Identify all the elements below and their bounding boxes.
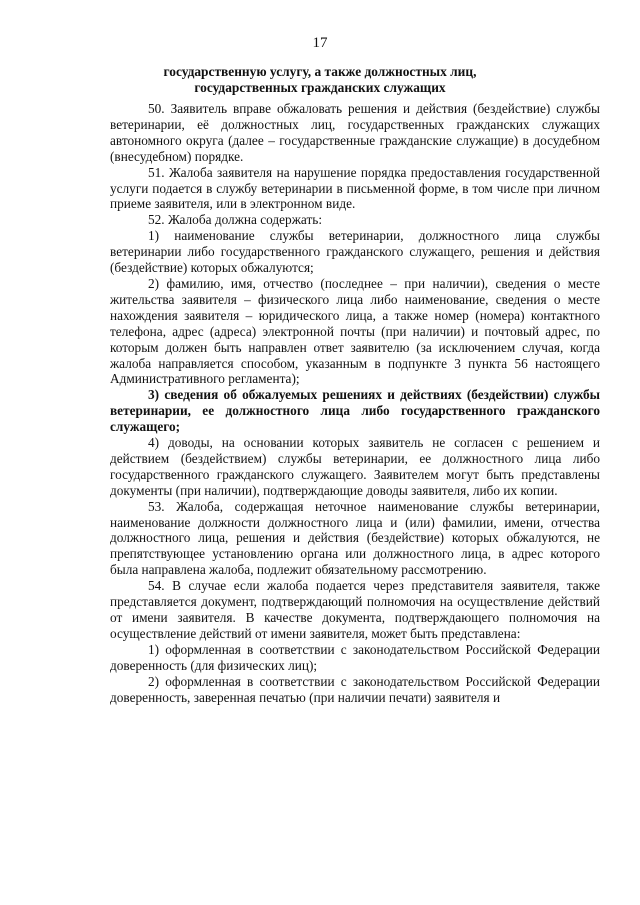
paragraph-50: 50. Заявитель вправе обжаловать решения и действия (бездействие) службы ветеринарии, её должностных лиц, государственных гражданских служащих автономного округа (далее – государственные гражданские служащие) в досудебном (внесудебном) порядке. (110, 101, 600, 164)
section-heading-line-2: государственных гражданских служащих (194, 80, 446, 95)
paragraph-52-item-1: 1) наименование службы ветеринарии, должностного лица службы ветеринарии либо государственного гражданского служащего, решения и действия (бездействие) которых обжалуются; (110, 228, 600, 276)
paragraph-52: 52. Жалоба должна содержать: (148, 212, 323, 228)
paragraph-53: 53. Жалоба, содержащая неточное наименование службы ветеринарии, наименование должности должностного лица и (или) фамилии, имени, отчества должностного лица, решения и действия (бездействие) которых обжалуются, не препятствующее установлению органа или должностного лица, в адрес которого была направлена жалоба, подлежит обязательному рассмотрению. (110, 498, 600, 578)
page-number: 17 (312, 35, 328, 51)
paragraph-54-item-2: 2) оформленная в соответствии с законодательством Российской Федерации доверенность, заверенная печатью (при наличии печати) заявителя и (110, 673, 600, 705)
paragraph-52-item-4: 4) доводы, на основании которых заявитель не согласен с решением и действием (бездействием) службы ветеринарии, ее должностного лица либо государственного гражданского служащего. Заявителем могут быть представлены документы (при наличии), подтверждающие доводы заявителя, либо их копии. (110, 435, 600, 498)
section-heading-line-1: государственную услугу, а также должностных лиц, (163, 64, 477, 79)
paragraph-54-item-1: 1) оформленная в соответствии с законодательством Российской Федерации доверенность (для физических лиц); (110, 641, 600, 673)
paragraph-54: 54. В случае если жалоба подается через представителя заявителя, также представляется документ, подтверждающий полномочия на осуществление действий от имени заявителя. В качестве документа, подтверждающего полномочия на осуществление действий от имени заявителя, может быть представлена: (110, 578, 600, 641)
paragraph-51: 51. Жалоба заявителя на нарушение порядка предоставления государственной услуги подается в службу ветеринарии в письменной форме, в том числе при личном приеме заявителя, или в электронном виде. (110, 164, 600, 212)
section-heading (110, 64, 530, 96)
document-body (110, 101, 600, 705)
paragraph-52-item-2: 2) фамилию, имя, отчество (последнее – при наличии), сведения о месте жительства заявителя – физического лица либо наименование, сведения о месте нахождения заявителя – юридического лица, а также номер (номера) контактного телефона, адрес (адреса) электронной почты (при наличии) и почтовый адрес, по которым должен быть направлен ответ заявителю (за исключением случая, когда жалоба направляется способом, указанным в подпункте 3 пункта 56 настоящего Административного регламента); (110, 275, 600, 387)
paragraph-52-item-3: 3) сведения об обжалуемых решениях и действиях (бездействии) службы ветеринарии, ее должностного лица либо государственного гражданского служащего; (110, 387, 600, 435)
